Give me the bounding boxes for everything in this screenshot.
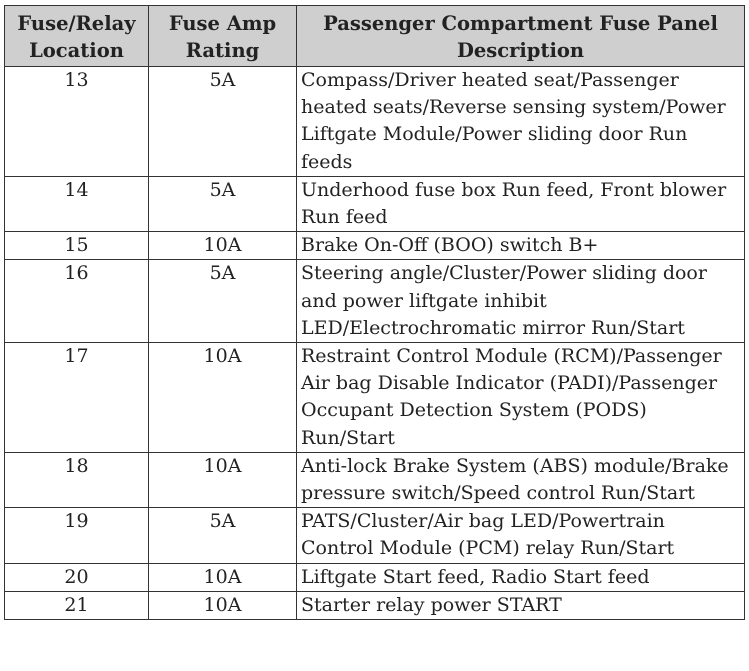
- cell-description: Liftgate Start feed, Radio Start feed: [297, 563, 745, 591]
- cell-location: 13: [5, 67, 149, 177]
- cell-location: 15: [5, 232, 149, 260]
- fuse-table: [4, 5, 745, 620]
- header-description: [297, 6, 745, 67]
- header-row: [5, 6, 745, 67]
- cell-amp: 5A: [149, 176, 297, 231]
- table-row: [5, 67, 745, 177]
- cell-amp: 10A: [149, 591, 297, 619]
- cell-amp: 10A: [149, 232, 297, 260]
- cell-description: Restraint Control Module (RCM)/Passenger Air bag Disable Indicator (PADI)/Passenger Occupant Detection System (PODS) Run/Start: [297, 343, 745, 453]
- cell-amp: 5A: [149, 260, 297, 343]
- cell-amp: 5A: [149, 67, 297, 177]
- header-amp-line1: Fuse Amp: [168, 12, 277, 35]
- header-location: [5, 6, 149, 67]
- cell-description: Starter relay power START: [297, 591, 745, 619]
- cell-description: Underhood fuse box Run feed, Front blower Run feed: [297, 176, 745, 231]
- header-location-line2: Location: [29, 39, 124, 62]
- cell-amp: 5A: [149, 508, 297, 563]
- table-row: [5, 232, 745, 260]
- header-desc-line1: Passenger Compartment Fuse Panel: [323, 12, 718, 35]
- cell-description: Compass/Driver heated seat/Passenger heated seats/Reverse sensing system/Power Liftgate Module/Power sliding door Run feeds: [297, 67, 745, 177]
- table-row: [5, 176, 745, 231]
- cell-amp: 10A: [149, 452, 297, 507]
- table-row: [5, 591, 745, 619]
- cell-location: 21: [5, 591, 149, 619]
- cell-description: Brake On-Off (BOO) switch B+: [297, 232, 745, 260]
- table-row: [5, 508, 745, 563]
- header-location-line1: Fuse/Relay: [17, 12, 136, 35]
- cell-location: 14: [5, 176, 149, 231]
- cell-location: 18: [5, 452, 149, 507]
- cell-description: Anti-lock Brake System (ABS) module/Brake pressure switch/Speed control Run/Start: [297, 452, 745, 507]
- cell-location: 19: [5, 508, 149, 563]
- cell-location: 16: [5, 260, 149, 343]
- cell-location: 20: [5, 563, 149, 591]
- header-desc-line2: Description: [456, 39, 585, 62]
- cell-amp: 10A: [149, 343, 297, 453]
- cell-amp: 10A: [149, 563, 297, 591]
- cell-description: Steering angle/Cluster/Power sliding door and power liftgate inhibit LED/Electrochromatic mirror Run/Start: [297, 260, 745, 343]
- table-row: [5, 343, 745, 453]
- table-row: [5, 452, 745, 507]
- header-amp: [149, 6, 297, 67]
- cell-location: 17: [5, 343, 149, 453]
- table-row: [5, 260, 745, 343]
- table-row: [5, 563, 745, 591]
- header-amp-line2: Rating: [185, 39, 260, 62]
- cell-description: PATS/Cluster/Air bag LED/Powertrain Control Module (PCM) relay Run/Start: [297, 508, 745, 563]
